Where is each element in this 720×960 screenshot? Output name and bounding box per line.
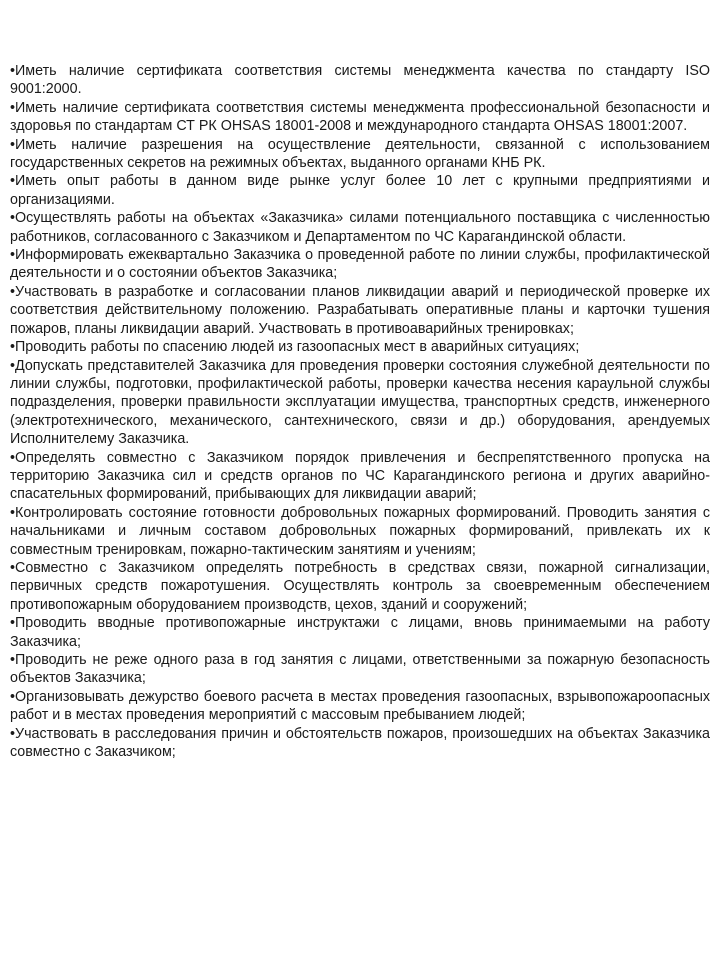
- requirement-item: [10, 62, 710, 99]
- requirement-text: Организовывать дежурство боевого расчета в местах проведения газоопасных, взрывопожароопасных работ и в местах проведения мероприятий с массовым пребыванием людей;: [10, 688, 710, 724]
- requirement-item: [10, 504, 710, 559]
- requirement-text: Участвовать в расследования причин и обстоятельств пожаров, произошедших на объектах Заказчика совместно с Заказчиком;: [10, 725, 710, 761]
- requirement-text: Осуществлять работы на объектах «Заказчика» силами потенциального поставщика с численностью работников, согласованного с Заказчиком и Департаментом по ЧС Карагандинской области.: [10, 210, 710, 245]
- requirement-text: Контролировать состояние готовности добровольных пожарных формирований. Проводить занятия с начальниками и личным составом добровольных пожарных формирований, привлекать их к совместным тренировкам, пожарно-тактическим занятиям и учениям;: [10, 504, 710, 558]
- requirement-item: [10, 614, 710, 651]
- bullet-icon: •: [10, 688, 16, 705]
- requirement-text: Иметь опыт работы в данном виде рынке услуг более 10 лет с крупными предприятиями и организациями.: [10, 173, 710, 208]
- requirement-item: [10, 688, 710, 725]
- requirement-item: [10, 172, 710, 209]
- bullet-icon: •: [10, 449, 16, 466]
- requirement-item: [10, 246, 710, 283]
- requirement-text: Совместно с Заказчиком определять потребность в средствах связи, пожарной сигнализации, первичных средств пожаротушения. Осуществлять контроль за своевременным обеспечением противопожарным оборудованием производств, цехов, зданий и сооружений;: [10, 559, 710, 613]
- bullet-icon: •: [10, 63, 16, 79]
- bullet-icon: •: [10, 136, 16, 153]
- bullet-icon: •: [10, 357, 16, 374]
- bullet-icon: •: [10, 247, 16, 264]
- requirement-text: Допускать представителей Заказчика для проведения проверки состояния служебной деятельности по линии службы, подготовки, профилактической работы, проверки качества несения караульной службы подразделения, проверки правильности эксплуатации имущества, транспортных средств, инженерного (электротехнического, механического, сантехнического, связи и др.) оборудования, арендуемых Исполнителему Заказчика.: [10, 357, 710, 448]
- bullet-icon: •: [10, 210, 16, 227]
- requirement-item: [10, 357, 710, 449]
- bullet-icon: •: [10, 652, 16, 668]
- requirement-item: [10, 449, 710, 504]
- requirement-item: [10, 209, 710, 246]
- requirement-text: Проводить работы по спасению людей из газоопасных мест в аварийных ситуациях;: [15, 339, 580, 356]
- bullet-icon: •: [10, 725, 16, 742]
- requirement-item: [10, 338, 710, 356]
- bullet-icon: •: [10, 615, 16, 632]
- requirement-text: Участвовать в разработке и согласовании планов ликвидации аварий и периодической проверке их соответствия действительному положению. Разрабатывать оперативные планы и карточки тушения пожаров, планы ликвидации аварий. Участвовать в противоаварийных тренировках;: [10, 283, 710, 337]
- requirement-item: [10, 559, 710, 614]
- bullet-icon: •: [10, 283, 16, 300]
- requirement-text: Проводить вводные противопожарные инструктажи с лицами, вновь принимаемыми на работу Заказчика;: [10, 615, 710, 650]
- requirement-item: [10, 99, 710, 136]
- document-body: [10, 62, 710, 761]
- requirement-item: [10, 283, 710, 338]
- bullet-icon: •: [10, 504, 16, 521]
- requirement-item: [10, 725, 710, 762]
- requirement-item: [10, 651, 710, 688]
- bullet-icon: •: [10, 339, 16, 356]
- requirement-text: Определять совместно с Заказчиком порядок привлечения и беспрепятственного пропуска на территорию Заказчика сил и средств органов по ЧС Карагандинского региона и других аварийно-спасательных формирований, прибывающих для ликвидации аварий;: [10, 449, 710, 503]
- requirement-text: Иметь наличие сертификата соответствия системы менеджмента качества по стандарту ISO 9001:2000.: [10, 63, 710, 98]
- requirement-text: Иметь наличие разрешения на осуществление деятельности, связанной с использованием государственных секретов на режимных объектах, выданного органами КНБ РК.: [10, 136, 710, 172]
- bullet-icon: •: [10, 99, 16, 116]
- requirement-text: Проводить не реже одного раза в год занятия с лицами, ответственными за пожарную безопасность объектов Заказчика;: [10, 652, 710, 687]
- requirement-item: [10, 136, 710, 173]
- bullet-icon: •: [10, 559, 16, 576]
- requirement-text: Иметь наличие сертификата соответствия системы менеджмента профессиональной безопасности и здоровья по стандартам СТ РК OHSAS 18001-2008 и международного стандарта OHSAS 18001:2007.: [10, 99, 710, 135]
- requirement-text: Информировать ежеквартально Заказчика о проведенной работе по линии службы, профилактической деятельности и о состоянии объектов Заказчика;: [10, 247, 710, 282]
- bullet-icon: •: [10, 173, 16, 190]
